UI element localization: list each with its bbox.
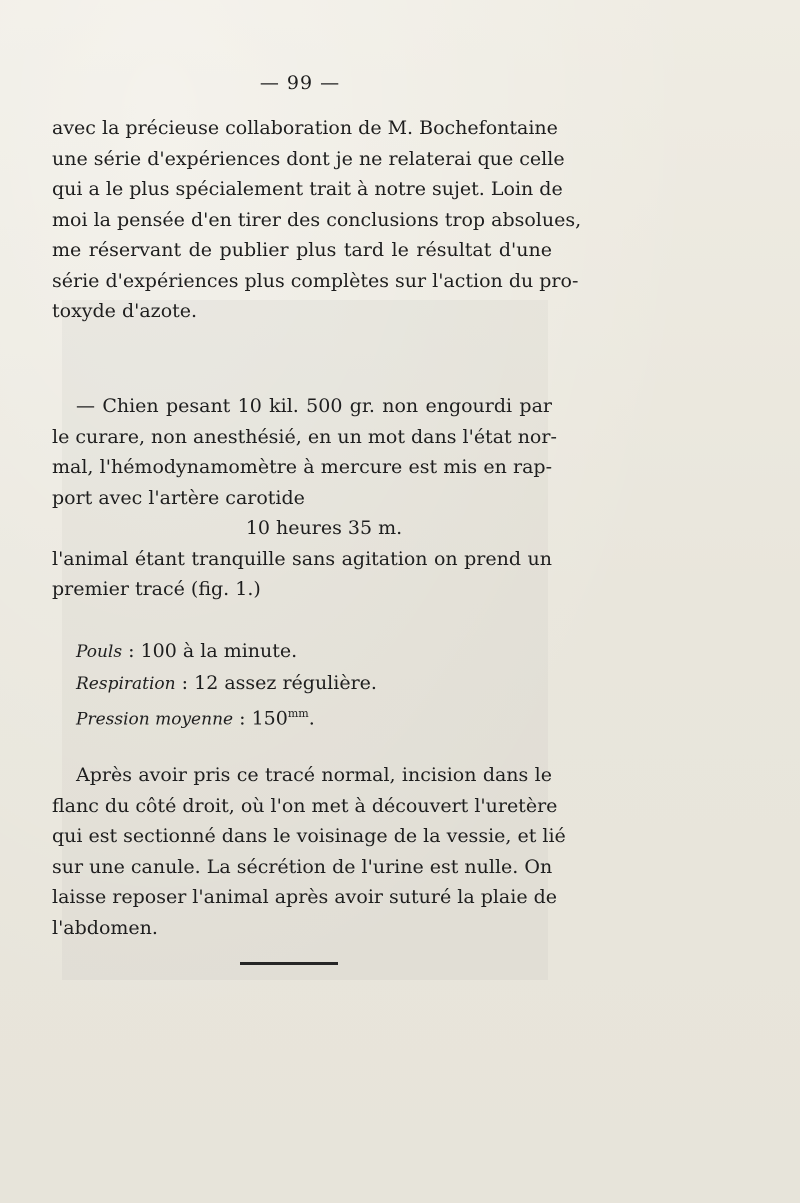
text-line: port avec l'artère carotide — [52, 486, 305, 509]
text-line: sur une canule. La sécrétion de l'urine est nulle. On — [52, 855, 553, 878]
text-line: laisse reposer l'animal après avoir suturé la plaie de — [52, 886, 558, 908]
measurement-label: Pression moyenne — [76, 709, 234, 730]
text-line: une série d'expériences dont je ne relaterai que celle — [52, 147, 565, 170]
measurement-value: 100 à la minute. — [140, 640, 298, 662]
measurement-label: Respiration — [76, 673, 176, 694]
measurement-respiration — [76, 668, 536, 700]
measurement-pulse — [76, 636, 536, 668]
page-number: — 99 — — [259, 72, 341, 94]
time-heading: 10 heures 35 m. — [245, 517, 403, 539]
text-line: mal, l'hémodynamomètre à mercure est mis en rap- — [52, 456, 552, 478]
text-line: — Chien pesant 10 kil. 500 gr. non engourdi par — [76, 395, 552, 417]
text-line: l'animal étant tranquille sans agitation on prend un — [52, 547, 552, 570]
text-line: toxyde d'azote. — [52, 300, 198, 322]
measurements-list — [76, 636, 536, 735]
measurement-pressure — [76, 699, 536, 735]
measurement-separator: : — [122, 640, 141, 662]
text-line: flanc du côté droit, où l'on met à découvert l'uretère — [52, 794, 558, 817]
text-line: l'abdomen. — [52, 916, 158, 939]
text-line: série d'expériences plus complètes sur l'action du pro- — [52, 269, 579, 292]
text-line: premier tracé (fig. 1.) — [52, 578, 261, 600]
measurement-value: 150 — [251, 707, 288, 730]
paragraph-procedure — [52, 760, 566, 943]
text-line: le curare, non anesthésié, en un mot dans l'état nor- — [52, 425, 557, 448]
measurement-value: 12 assez régulière. — [194, 671, 377, 694]
measurement-unit: mm — [287, 707, 309, 720]
text-line: qui est sectionné dans le voisinage de la vessie, et lié — [52, 825, 566, 847]
paragraph-collaboration — [52, 113, 582, 327]
text-line: avec la précieuse collaboration de M. Bochefontaine — [52, 117, 558, 139]
text-line: moi la pensée d'en tirer des conclusions trop absolues, — [52, 208, 582, 231]
measurement-separator: : — [233, 707, 252, 730]
section-end-rule — [240, 962, 338, 965]
text-line: qui a le plus spécialement trait à notre sujet. Loin de — [52, 178, 563, 200]
measurement-suffix: . — [308, 707, 315, 730]
measurement-separator: : — [175, 671, 195, 694]
text-line: Après avoir pris ce tracé normal, incision dans le — [76, 764, 552, 786]
paragraph-experiment-setup — [52, 391, 557, 605]
text-line: me réservant de publier plus tard le résultat d'une — [52, 239, 552, 261]
measurement-label: Pouls — [76, 642, 123, 662]
